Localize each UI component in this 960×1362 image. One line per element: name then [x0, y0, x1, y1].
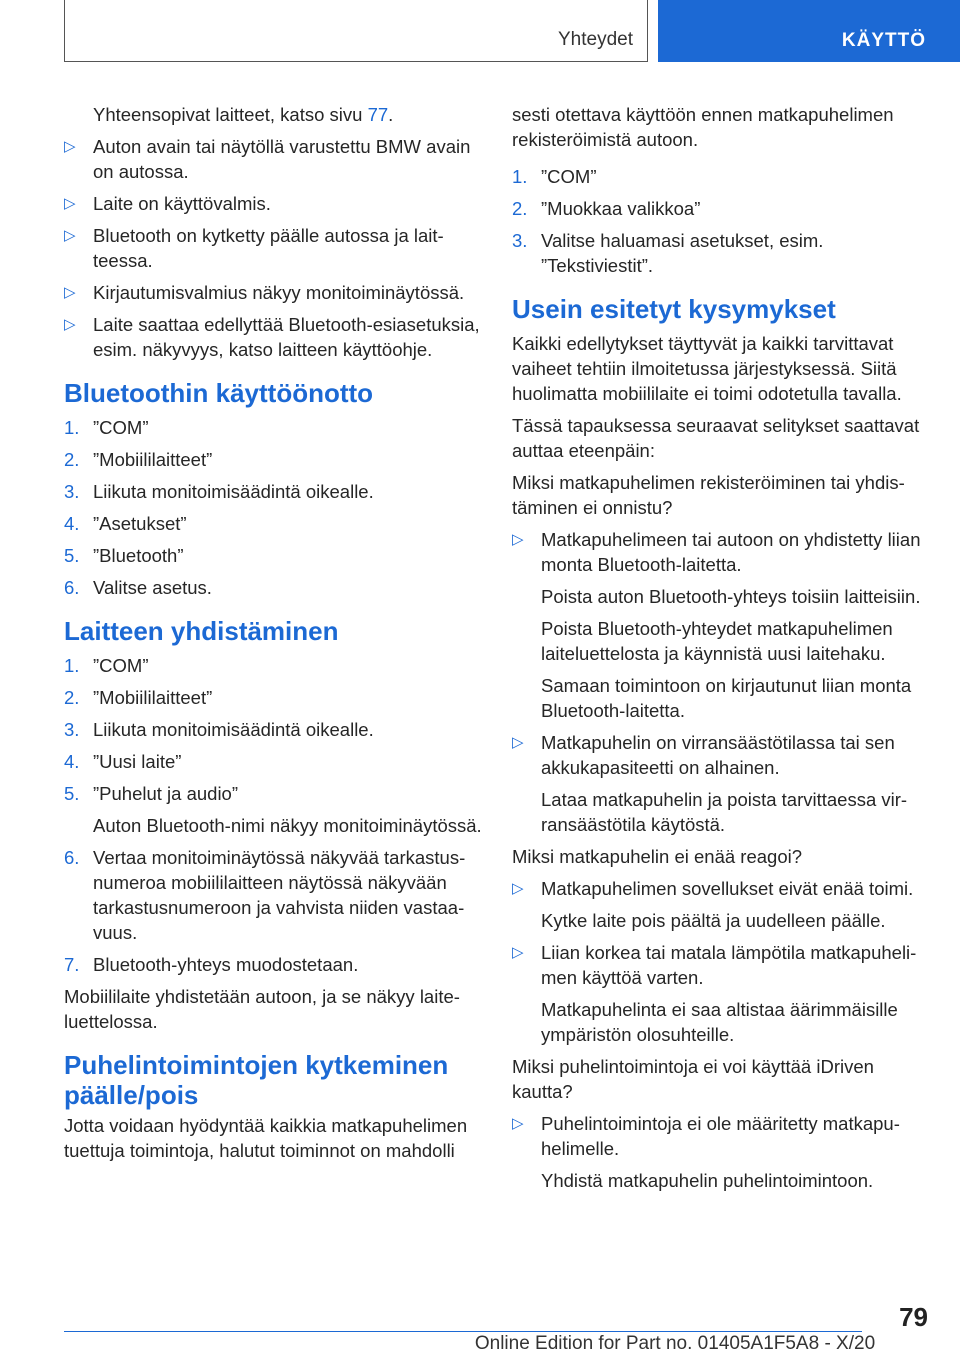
- faq-answer: Yhdistä matkapuhelin puhelintoimintoon.: [541, 1170, 874, 1191]
- step-item: 2. ”Mobiililaitteet”: [64, 687, 213, 708]
- step-item: 1. ”COM”: [512, 166, 597, 187]
- triangle-bullet-icon: ▷: [512, 734, 524, 751]
- step-item: 2. ”Mobiililaitteet”: [64, 449, 213, 470]
- page-number: 79: [899, 1302, 928, 1332]
- list-item: ▷ Kirjautumisvalmius näkyy monitoiminäytössä.: [64, 282, 465, 303]
- triangle-bullet-icon: ▷: [512, 880, 524, 897]
- triangle-bullet-icon: ▷: [512, 944, 524, 961]
- chapter-tab[interactable]: [658, 0, 960, 62]
- step-item: 1. ”COM”: [64, 417, 149, 438]
- right-column: [512, 102, 932, 1200]
- faq-question: Miksi matkapuhelimen rekisteröiminen tai yhdistäminen ei onnistu?: [512, 472, 905, 518]
- triangle-bullet-icon: ▷: [64, 284, 76, 301]
- step-item: 4. ”Uusi laite”: [64, 751, 182, 772]
- triangle-bullet-icon: ▷: [64, 195, 76, 212]
- step-item: 5. ”Puhelut ja audio”: [64, 783, 239, 804]
- heading-faq: Usein esitetyt kysymykset: [512, 294, 836, 324]
- triangle-bullet-icon: ▷: [64, 227, 76, 244]
- functions-text: Jotta voidaan hyödyntää kaikkia matkapuhelimen tuettuja toimintoja, halutut toiminnot on mahdolli: [64, 1115, 468, 1161]
- faq-answer: Kytke laite pois päältä ja uudelleen päälle.: [541, 910, 886, 931]
- footer-divider: [64, 1331, 862, 1332]
- compat-note: Yhteensopivat laitteet, katso sivu 77.: [93, 104, 394, 125]
- heading-phone-functions: Puhelintoimintojen kytkeminen päälle/pois: [64, 1050, 449, 1110]
- triangle-bullet-icon: ▷: [64, 138, 76, 155]
- step-item: 1. ”COM”: [64, 655, 149, 676]
- step-item: 2. ”Muokkaa valikkoa”: [512, 198, 701, 219]
- header-section-box: [64, 0, 648, 62]
- step-item: 6. Vertaa monitoiminäytössä näkyvää tarkastusnumeroa mobiililaitteen näytössä näkyvään tarkastusnumeroon ja vahvista niiden vastaavuus.: [64, 847, 466, 943]
- list-item: ▷ Matkapuhelin on virransäästötilassa tai sen akkukapasiteetti on alhainen.: [512, 732, 895, 778]
- faq-intro: Kaikki edellytykset täyttyvät ja kaikki tarvittavat vaiheet tehtiin ilmoitetussa järjestyksessä. Siitä huolimatta mobiililaite ei toimi odotetulla tavalla.: [512, 333, 902, 404]
- step-item: 3. Liikuta monitoimisäädintä oikealle.: [64, 719, 374, 740]
- triangle-bullet-icon: ▷: [512, 531, 524, 548]
- section-title: Yhteydet: [558, 29, 633, 50]
- step-item: 7. Bluetooth-yhteys muodostetaan.: [64, 954, 359, 975]
- faq-question: Miksi puhelintoimintoja ei voi käyttää iDriven kautta?: [512, 1056, 874, 1102]
- step-item: 5. ”Bluetooth”: [64, 545, 184, 566]
- faq-answer: Samaan toimintoon on kirjautunut liian monta Bluetooth-laitetta.: [541, 675, 912, 721]
- connect-result: Mobiililaite yhdistetään autoon, ja se näkyy laiteluettelossa.: [64, 986, 460, 1032]
- list-item: ▷ Auton avain tai näytöllä varustettu BMW avain on autossa.: [64, 136, 471, 182]
- list-item: ▷ Matkapuhelimeen tai autoon on yhdistetty liian monta Bluetooth-laitetta.: [512, 529, 921, 575]
- list-item: ▷ Matkapuhelimen sovellukset eivät enää toimi.: [512, 878, 914, 899]
- triangle-bullet-icon: ▷: [512, 1115, 524, 1132]
- heading-connect-device: Laitteen yhdistäminen: [64, 616, 339, 646]
- step-item: 4. ”Asetukset”: [64, 513, 187, 534]
- list-item: ▷ Laite saattaa edellyttää Bluetooth-esiasetuksia, esim. näkyvyys, katso laitteen käyttöohje.: [64, 314, 480, 360]
- footer-edition: Online Edition for Part no. 01405A1F5A8 - X/20: [474, 1333, 876, 1354]
- faq-answer: Poista auton Bluetooth-yhteys toisiin laitteisiin.: [541, 586, 921, 607]
- heading-bluetooth-setup: Bluetoothin käyttöönotto: [64, 378, 374, 408]
- faq-intro: Tässä tapauksessa seuraavat selitykset saattavat auttaa eteenpäin:: [512, 415, 920, 461]
- faq-answer: Lataa matkapuhelin ja poista tarvittaessa virransäästötila käytöstä.: [541, 789, 908, 835]
- step-item: 3. Valitse haluamasi asetukset, esim. ”Tekstiviestit”.: [512, 230, 824, 276]
- list-item: ▷ Bluetooth on kytketty päälle autossa ja laitteessa.: [64, 225, 444, 271]
- list-item: ▷ Laite on käyttövalmis.: [64, 193, 271, 214]
- faq-question: Miksi matkapuhelin ei enää reagoi?: [512, 846, 803, 867]
- faq-answer: Poista Bluetooth-yhteydet matkapuhelimen laiteluettelosta ja käynnistä uusi laitehaku.: [541, 618, 893, 664]
- list-item: ▷ Liian korkea tai matala lämpötila matkapuhelimen käyttöä varten.: [512, 942, 917, 988]
- left-column: [64, 102, 484, 1170]
- faq-answer: Matkapuhelinta ei saa altistaa äärimmäisille ympäristön olosuhteille.: [541, 999, 898, 1045]
- list-item: ▷ Puhelintoimintoja ei ole määritetty matkapuhelimelle.: [512, 1113, 900, 1159]
- step-item: 6. Valitse asetus.: [64, 577, 212, 598]
- page-link-77[interactable]: 77: [367, 104, 389, 125]
- chapter-title: KÄYTTÖ: [841, 30, 926, 51]
- step-note: Auton Bluetooth-nimi näkyy monitoiminäytössä.: [93, 815, 482, 836]
- functions-text-cont: sesti otettava käyttöön ennen matkapuhelimen rekisteröimistä autoon.: [512, 104, 894, 150]
- triangle-bullet-icon: ▷: [64, 316, 76, 333]
- step-item: 3. Liikuta monitoimisäädintä oikealle.: [64, 481, 374, 502]
